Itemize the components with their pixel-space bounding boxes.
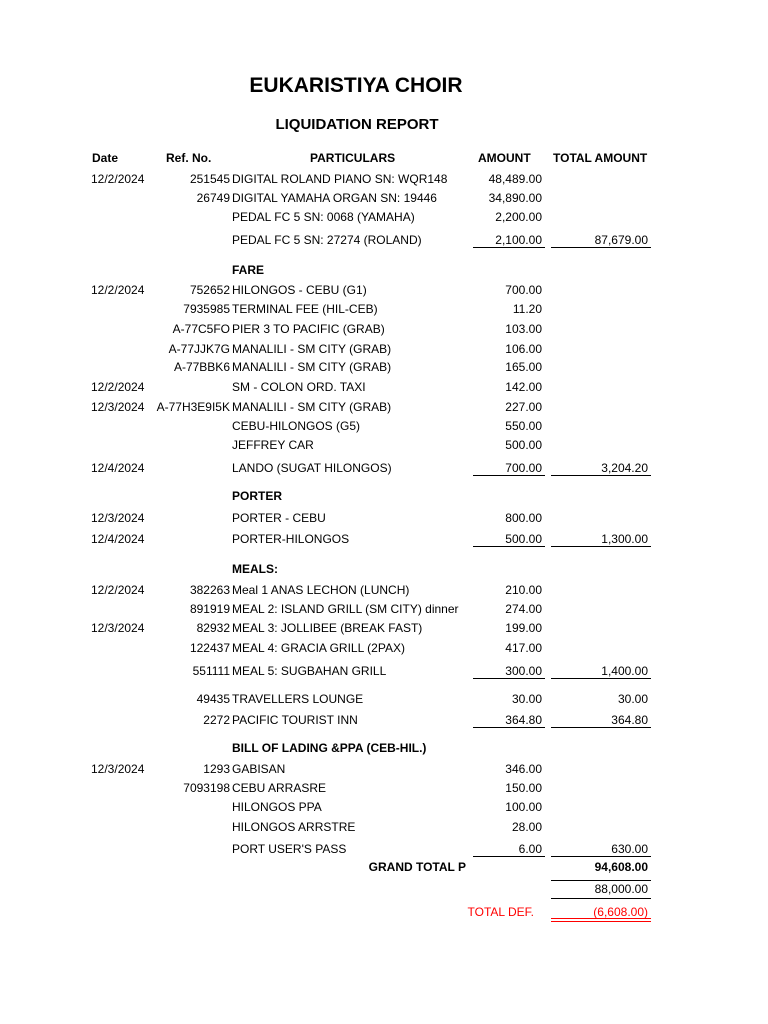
row-ref-no: A-77C5FO — [172, 322, 230, 336]
total-deficit-value: (6,608.00) — [593, 905, 648, 919]
row-particulars: PEDAL FC 5 SN: 0068 (YAMAHA) — [232, 210, 415, 224]
row-amount: 500.00 — [505, 438, 542, 452]
header-total-amount: TOTAL AMOUNT — [553, 151, 648, 165]
report-subtitle: LIQUIDATION REPORT — [275, 116, 439, 133]
row-ref-no: 49435 — [196, 692, 230, 706]
row-ref-no: A-77H3E9I5K — [156, 400, 230, 414]
table-row — [0, 841, 768, 859]
row-total-amount: 630.00 — [611, 842, 648, 856]
section-porter: PORTER — [232, 489, 283, 503]
table-row — [0, 819, 768, 837]
budget-value: 88,000.00 — [594, 882, 648, 896]
row-particulars: HILONGOS ARRSTRE — [232, 820, 356, 834]
table-row — [0, 780, 768, 798]
row-amount: 2,100.00 — [495, 233, 542, 247]
section-meals: MEALS: — [232, 562, 278, 576]
row-amount: 142.00 — [505, 380, 542, 394]
row-amount: 346.00 — [505, 762, 542, 776]
row-amount: 106.00 — [505, 342, 542, 356]
row-date: 12/4/2024 — [91, 461, 145, 475]
table-row — [0, 640, 768, 658]
row-total-amount: 3,204.20 — [601, 461, 648, 475]
table-row — [0, 232, 768, 250]
table-row — [0, 582, 768, 600]
total-subtotal-rule — [551, 727, 651, 728]
header-particulars: PARTICULARS — [310, 151, 396, 165]
row-particulars: PIER 3 TO PACIFIC (GRAB) — [232, 322, 385, 336]
row-total-amount: 364.80 — [611, 713, 648, 727]
row-particulars: CEBU ARRASRE — [232, 781, 327, 795]
header-amount: AMOUNT — [478, 151, 531, 165]
row-amount: 800.00 — [505, 511, 542, 525]
row-date: 12/2/2024 — [91, 283, 145, 297]
row-amount: 48,489.00 — [488, 172, 542, 186]
row-particulars: LANDO (SUGAT HILONGOS) — [232, 461, 392, 475]
row-amount: 150.00 — [505, 781, 542, 795]
table-row — [0, 209, 768, 227]
row-particulars: TRAVELLERS LOUNGE — [232, 692, 364, 706]
row-ref-no: 2272 — [203, 713, 230, 727]
row-amount: 210.00 — [505, 583, 542, 597]
row-particulars: PEDAL FC 5 SN: 27274 (ROLAND) — [232, 233, 422, 247]
table-row — [0, 510, 768, 528]
row-date: 12/3/2024 — [91, 762, 145, 776]
row-date: 12/3/2024 — [91, 621, 145, 635]
row-date: 12/3/2024 — [91, 400, 145, 414]
row-particulars: MANALILI - SM CITY (GRAB) — [232, 342, 392, 356]
row-particulars: PORTER - CEBU — [232, 511, 326, 525]
row-date: 12/2/2024 — [91, 583, 145, 597]
row-amount: 11.20 — [512, 302, 542, 316]
row-amount: 28.00 — [511, 820, 542, 834]
table-row — [0, 282, 768, 300]
row-ref-no: 891919 — [189, 602, 230, 616]
row-total-amount: 1,400.00 — [601, 664, 648, 678]
total-subtotal-rule — [551, 247, 651, 248]
row-amount: 2,200.00 — [495, 210, 542, 224]
table-row — [0, 399, 768, 417]
row-total-amount: 30.00 — [617, 692, 648, 706]
table-row — [0, 418, 768, 436]
report-title: EUKARISTIYA CHOIR — [249, 74, 463, 97]
deficit-double-underline — [551, 918, 651, 922]
row-total-amount: 87,679.00 — [594, 233, 648, 247]
row-particulars: HILONGOS PPA — [232, 800, 322, 814]
table-row — [0, 761, 768, 779]
row-ref-no: 7935985 — [183, 302, 230, 316]
row-amount: 274.00 — [505, 602, 542, 616]
row-ref-no: A-77JJK7G — [168, 342, 230, 356]
row-amount: 364.80 — [505, 713, 542, 727]
row-ref-no: 1293 — [203, 762, 230, 776]
row-amount: 6.00 — [518, 842, 542, 856]
grand-total-label: GRAND TOTAL P — [368, 860, 466, 874]
row-particulars: MEAL 4: GRACIA GRILL (2PAX) — [232, 641, 405, 655]
row-amount: 100.00 — [505, 800, 542, 814]
row-date: 12/2/2024 — [91, 380, 145, 394]
header-date: Date — [92, 151, 119, 165]
row-amount: 417.00 — [505, 641, 542, 655]
row-amount: 30.00 — [511, 692, 542, 706]
row-particulars: MANALILI - SM CITY (GRAB) — [232, 360, 392, 374]
amount-subtotal-rule — [473, 678, 545, 679]
table-row — [0, 359, 768, 377]
row-ref-no: 382263 — [189, 583, 230, 597]
table-row — [0, 531, 768, 549]
row-particulars: MEAL 5: SUGBAHAN GRILL — [232, 664, 387, 678]
table-row — [0, 663, 768, 681]
row-particulars: DIGITAL YAMAHA ORGAN SN: 19446 — [232, 191, 437, 205]
row-amount: 700.00 — [505, 283, 542, 297]
amount-subtotal-rule — [473, 475, 545, 476]
table-row — [0, 799, 768, 817]
total-subtotal-rule — [551, 546, 651, 547]
row-particulars: PORT USER'S PASS — [232, 842, 347, 856]
row-particulars: Meal 1 ANAS LECHON (LUNCH) — [232, 583, 410, 597]
budget-overline — [551, 880, 651, 881]
row-ref-no: 26749 — [196, 191, 230, 205]
table-row — [0, 379, 768, 397]
row-amount: 700.00 — [505, 461, 542, 475]
budget-underline — [551, 898, 651, 899]
total-subtotal-rule — [551, 475, 651, 476]
header-ref-no: Ref. No. — [166, 151, 212, 165]
row-ref-no: 251545 — [189, 172, 230, 186]
row-date: 12/2/2024 — [91, 172, 145, 186]
row-amount: 300.00 — [505, 664, 542, 678]
table-row — [0, 341, 768, 359]
table-row — [0, 601, 768, 619]
row-particulars: CEBU-HILONGOS (G5) — [232, 419, 361, 433]
row-ref-no: 752652 — [189, 283, 230, 297]
table-row — [0, 712, 768, 730]
amount-subtotal-rule — [473, 247, 545, 248]
row-amount: 103.00 — [505, 322, 542, 336]
row-particulars: DIGITAL ROLAND PIANO SN: WQR148 — [232, 172, 448, 186]
amount-subtotal-rule — [473, 546, 545, 547]
table-row — [0, 301, 768, 319]
row-date: 12/4/2024 — [91, 532, 145, 546]
row-date: 12/3/2024 — [91, 511, 145, 525]
section-fare: FARE — [232, 263, 265, 277]
row-particulars: MEAL 3: JOLLIBEE (BREAK FAST) — [232, 621, 423, 635]
row-ref-no: A-77BBK6 — [173, 360, 230, 374]
row-particulars: SM - COLON ORD. TAXI — [232, 380, 366, 394]
table-row — [0, 321, 768, 339]
row-ref-no: 122437 — [189, 641, 230, 655]
amount-subtotal-rule — [473, 856, 545, 857]
row-particulars: JEFFREY CAR — [232, 438, 314, 452]
table-row — [0, 460, 768, 478]
row-particulars: MEAL 2: ISLAND GRILL (SM CITY) dinner — [232, 602, 459, 616]
total-subtotal-rule — [551, 678, 651, 679]
table-row — [0, 437, 768, 455]
row-particulars: HILONGOS - CEBU (G1) — [232, 283, 367, 297]
row-ref-no: 7093198 — [183, 781, 230, 795]
row-amount: 199.00 — [505, 621, 542, 635]
row-amount: 500.00 — [505, 532, 542, 546]
table-row — [0, 171, 768, 189]
total-deficit-label: TOTAL DEF. — [467, 905, 534, 919]
table-row — [0, 691, 768, 709]
row-ref-no: 82932 — [196, 621, 230, 635]
row-particulars: MANALILI - SM CITY (GRAB) — [232, 400, 392, 414]
section-bill-of-lading: BILL OF LADING &PPA (CEB-HIL.) — [232, 741, 427, 755]
row-amount: 550.00 — [505, 419, 542, 433]
row-amount: 165.00 — [505, 360, 542, 374]
table-row — [0, 190, 768, 208]
row-total-amount: 1,300.00 — [601, 532, 648, 546]
row-amount: 34,890.00 — [488, 191, 542, 205]
table-row — [0, 620, 768, 638]
row-particulars: PORTER-HILONGOS — [232, 532, 350, 546]
row-particulars: PACIFIC TOURIST INN — [232, 713, 358, 727]
row-ref-no: 551111 — [192, 664, 230, 678]
total-subtotal-rule — [551, 856, 651, 857]
row-particulars: TERMINAL FEE (HIL-CEB) — [232, 302, 378, 316]
row-amount: 227.00 — [505, 400, 542, 414]
amount-subtotal-rule — [473, 727, 545, 728]
row-particulars: GABISAN — [232, 762, 286, 776]
grand-total-value: 94,608.00 — [594, 860, 648, 874]
